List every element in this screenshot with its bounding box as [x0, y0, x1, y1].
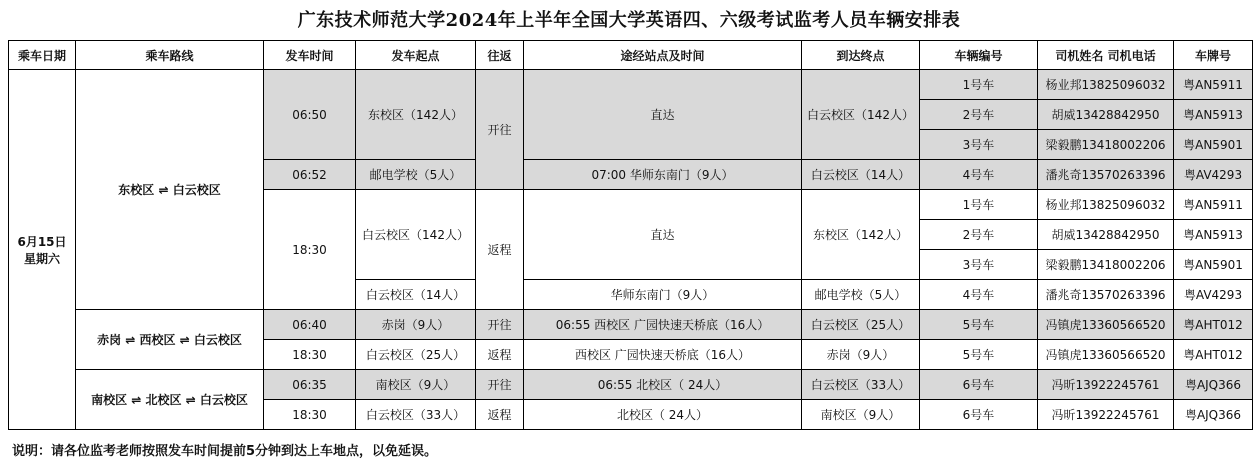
plate-cell: 粤AV4293: [1174, 280, 1253, 310]
destination-cell: 白云校区（14人）: [802, 160, 920, 190]
vehicle-cell: 6号车: [920, 400, 1038, 430]
origin-cell: 赤岗（9人）: [356, 310, 476, 340]
footnote: 说明：请各位监考老师按照发车时间提前5分钟到达上车地点，以免延误。: [12, 444, 438, 459]
vehicle-cell: 5号车: [920, 310, 1038, 340]
plate-cell: 粤AV4293: [1174, 160, 1253, 190]
origin-cell: 白云校区（14人）: [356, 280, 476, 310]
vehicle-cell: 4号车: [920, 280, 1038, 310]
plate-cell: 粤AN5913: [1174, 100, 1253, 130]
driver-cell: 梁毅鹏13418002206: [1038, 250, 1174, 280]
vehicle-cell: 4号车: [920, 160, 1038, 190]
plate-cell: 粤AJQ366: [1174, 370, 1253, 400]
driver-cell: 冯昕13922245761: [1038, 400, 1174, 430]
driver-cell: 冯镇虎13360566520: [1038, 340, 1174, 370]
header-origin: 发车起点: [356, 41, 476, 70]
depart-time-cell: 18:30: [264, 400, 356, 430]
driver-cell: 杨业邦13825096032: [1038, 190, 1174, 220]
header-plate: 车牌号: [1174, 41, 1253, 70]
header-depart-time: 发车时间: [264, 41, 356, 70]
origin-cell: 邮电学校（5人）: [356, 160, 476, 190]
origin-cell: 白云校区（25人）: [356, 340, 476, 370]
stops-cell: 直达: [524, 190, 802, 280]
destination-cell: 白云校区（25人）: [802, 310, 920, 340]
header-route: 乘车路线: [76, 41, 264, 70]
driver-cell: 冯镇虎13360566520: [1038, 310, 1174, 340]
header-direction: 往返: [476, 41, 524, 70]
depart-time-cell: 06:50: [264, 70, 356, 160]
table-row: [9, 310, 1253, 340]
header-date: 乘车日期: [9, 41, 76, 70]
direction-cell: 返程: [476, 190, 524, 310]
table-row: [9, 370, 1253, 400]
depart-time-cell: 18:30: [264, 190, 356, 310]
origin-cell: 东校区（142人）: [356, 70, 476, 160]
vehicle-cell: 2号车: [920, 100, 1038, 130]
stops-cell: 直达: [524, 70, 802, 160]
route-cell: 东校区 ⇌ 白云校区: [76, 70, 264, 310]
table-row: [9, 70, 1253, 100]
page-title: 广东技术师范大学2024年上半年全国大学英语四、六级考试监考人员车辆安排表: [297, 10, 961, 31]
driver-cell: 胡威13428842950: [1038, 100, 1174, 130]
direction-cell: 开往: [476, 70, 524, 190]
depart-time-cell: 06:35: [264, 370, 356, 400]
direction-cell: 开往: [476, 310, 524, 340]
vehicle-cell: 6号车: [920, 370, 1038, 400]
vehicle-cell: 3号车: [920, 130, 1038, 160]
vehicle-cell: 3号车: [920, 250, 1038, 280]
direction-cell: 开往: [476, 370, 524, 400]
driver-cell: 胡威13428842950: [1038, 220, 1174, 250]
vehicle-schedule-table: [8, 40, 1253, 430]
depart-time-cell: 06:52: [264, 160, 356, 190]
driver-cell: 梁毅鹏13418002206: [1038, 130, 1174, 160]
destination-cell: 南校区（9人）: [802, 400, 920, 430]
origin-cell: 白云校区（142人）: [356, 190, 476, 280]
header-row: [9, 41, 1253, 70]
plate-cell: 粤AN5911: [1174, 190, 1253, 220]
depart-time-cell: 06:40: [264, 310, 356, 340]
destination-cell: 邮电学校（5人）: [802, 280, 920, 310]
date-cell: [9, 70, 76, 430]
header-vehicle: 车辆编号: [920, 41, 1038, 70]
plate-cell: 粤AHT012: [1174, 340, 1253, 370]
depart-time-cell: 18:30: [264, 340, 356, 370]
vehicle-cell: 1号车: [920, 190, 1038, 220]
date-weekday: 星期六: [23, 251, 60, 266]
driver-cell: 杨业邦13825096032: [1038, 70, 1174, 100]
stops-cell: 06:55 北校区（ 24人）: [524, 370, 802, 400]
plate-cell: 粤AN5913: [1174, 220, 1253, 250]
vehicle-cell: 2号车: [920, 220, 1038, 250]
driver-cell: 潘兆奇13570263396: [1038, 160, 1174, 190]
destination-cell: 东校区（142人）: [802, 190, 920, 280]
plate-cell: 粤AHT012: [1174, 310, 1253, 340]
vehicle-cell: 5号车: [920, 340, 1038, 370]
destination-cell: 白云校区（33人）: [802, 370, 920, 400]
vehicle-cell: 1号车: [920, 70, 1038, 100]
plate-cell: 粤AJQ366: [1174, 400, 1253, 430]
direction-cell: 返程: [476, 400, 524, 430]
stops-cell: 06:55 西校区 广园快速天桥底（16人）: [524, 310, 802, 340]
stops-cell: 07:00 华师东南门（9人）: [524, 160, 802, 190]
destination-cell: 白云校区（142人）: [802, 70, 920, 160]
date-day: 6月15日: [17, 234, 67, 249]
plate-cell: 粤AN5901: [1174, 250, 1253, 280]
header-stops: 途经站点及时间: [524, 41, 802, 70]
plate-cell: 粤AN5911: [1174, 70, 1253, 100]
header-driver: 司机姓名 司机电话: [1038, 41, 1174, 70]
plate-cell: 粤AN5901: [1174, 130, 1253, 160]
header-destination: 到达终点: [802, 41, 920, 70]
stops-cell: 华师东南门（9人）: [524, 280, 802, 310]
direction-cell: 返程: [476, 340, 524, 370]
route-cell: 赤岗 ⇌ 西校区 ⇌ 白云校区: [76, 310, 264, 370]
stops-cell: 西校区 广园快速天桥底（16人）: [524, 340, 802, 370]
destination-cell: 赤岗（9人）: [802, 340, 920, 370]
origin-cell: 南校区（9人）: [356, 370, 476, 400]
origin-cell: 白云校区（33人）: [356, 400, 476, 430]
driver-cell: 冯昕13922245761: [1038, 370, 1174, 400]
route-cell: 南校区 ⇌ 北校区 ⇌ 白云校区: [76, 370, 264, 430]
stops-cell: 北校区（ 24人）: [524, 400, 802, 430]
driver-cell: 潘兆奇13570263396: [1038, 280, 1174, 310]
